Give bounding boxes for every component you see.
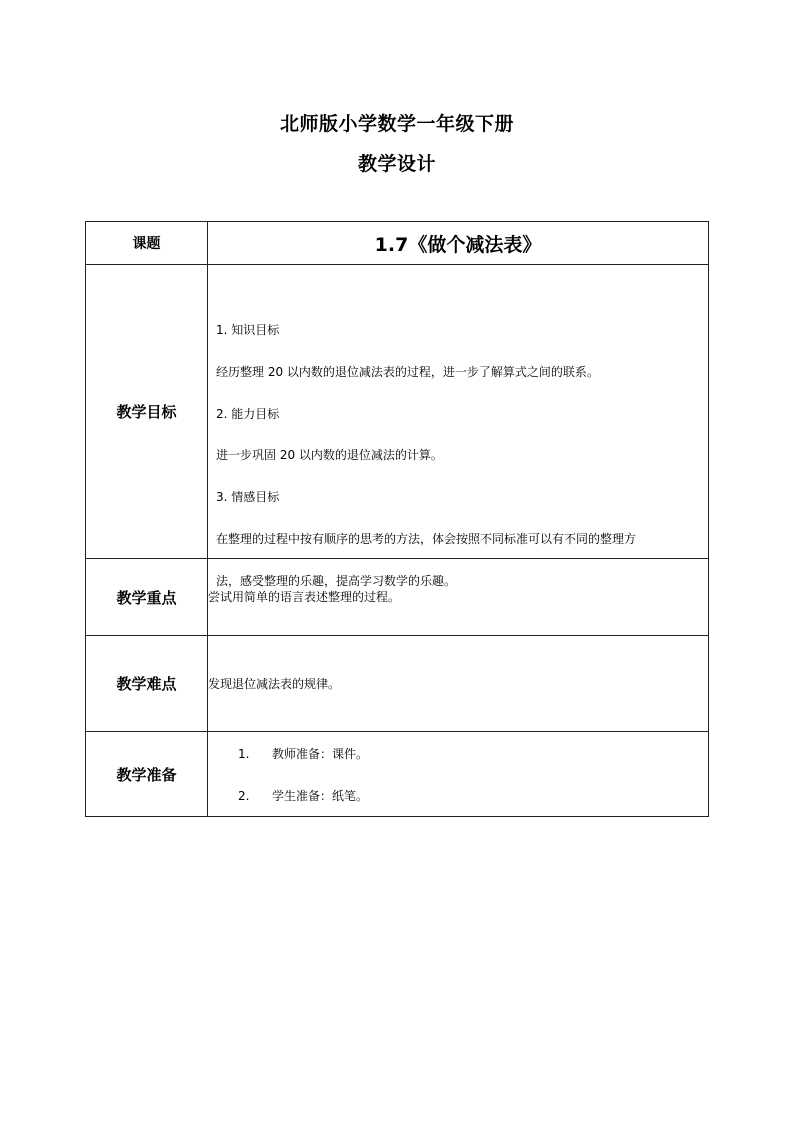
preparation-cell [208, 732, 709, 817]
goal-heading-ability: 2. 能力目标 [216, 407, 280, 421]
difficulties-row [86, 636, 709, 732]
lesson-plan-table [85, 221, 709, 817]
difficulties-label: 教学难点 [86, 636, 208, 732]
goal-text-emotion-2: 法，感受整理的乐趣，提高学习数学的乐趣。 [216, 574, 457, 588]
document-title: 北师版小学数学一年级下册 [279, 113, 514, 135]
preparation-item-number: 1. [238, 747, 250, 761]
key-points-cell [208, 559, 709, 636]
key-points-row [86, 559, 709, 636]
topic-row [86, 222, 709, 265]
goal-text-ability: 进一步巩固 20 以内数的退位减法的计算。 [216, 448, 443, 462]
key-points-label: 教学重点 [86, 559, 208, 636]
topic-value: 1.7《做个减法表》 [208, 222, 709, 265]
difficulties-cell [208, 636, 709, 732]
preparation-item-text: 学生准备：纸笔。 [272, 789, 369, 803]
topic-label: 课题 [86, 222, 208, 265]
goals-row [86, 265, 709, 559]
preparation-row [86, 732, 709, 817]
preparation-label: 教学准备 [86, 732, 208, 817]
document-subtitle: 教学设计 [357, 153, 436, 175]
preparation-item-number: 2. [238, 789, 250, 803]
goal-heading-emotion: 3. 情感目标 [216, 490, 280, 504]
preparation-item-text: 教师准备：课件。 [272, 747, 369, 761]
goals-label: 教学目标 [86, 265, 208, 559]
goals-cell [208, 265, 709, 588]
goal-heading-knowledge: 1. 知识目标 [216, 323, 280, 337]
goal-text-emotion-1: 在整理的过程中按有顺序的思考的方法，体会按照不同标准可以有不同的整理方 [216, 532, 637, 546]
difficulties-text: 发现退位减法表的规律。 [208, 676, 341, 691]
goal-text-knowledge: 经历整理 20 以内数的退位减法表的过程，进一步了解算式之间的联系。 [216, 365, 599, 379]
key-points-text: 尝试用简单的语言表述整理的过程。 [208, 590, 401, 604]
